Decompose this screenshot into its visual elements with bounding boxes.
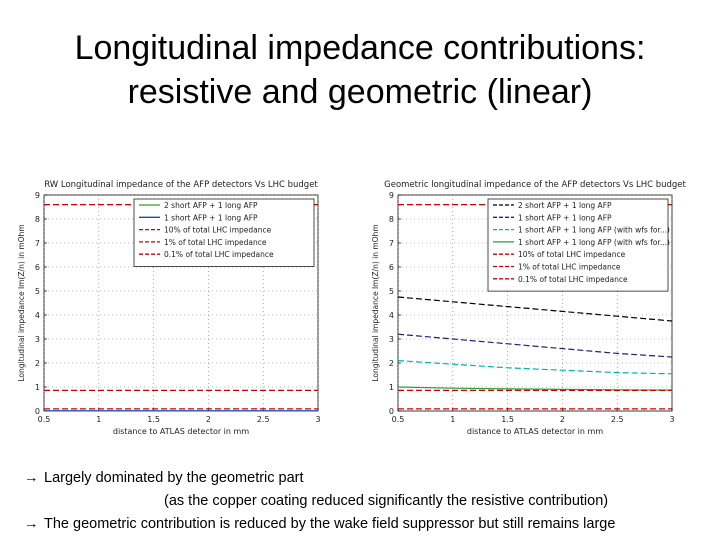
arrow-icon: → [24, 470, 39, 486]
geometric-impedance-chart [368, 178, 688, 440]
y-tick-label: 6 [34, 263, 40, 272]
x-tick-label: 3 [315, 415, 321, 424]
legend-entry: 10% of total LHC impedance [164, 225, 272, 235]
x-tick-label: 1.5 [501, 415, 514, 424]
y-tick-label: 8 [34, 215, 40, 224]
x-tick-label: 2.5 [610, 415, 624, 424]
bullet-1-detail [24, 490, 714, 513]
legend-entry: 10% of total LHC impedance [518, 250, 626, 260]
legend-entry: 0.1% of total LHC impedance [164, 250, 274, 260]
y-tick-label: 4 [34, 311, 40, 320]
y-tick-label: 3 [388, 335, 394, 344]
legend-entry: 1% of total LHC impedance [518, 262, 621, 272]
resistive-impedance-chart [14, 178, 334, 440]
y-axis-label: Longitudinal impedance Im(Z/n) in mOhm [17, 224, 26, 382]
y-tick-label: 2 [388, 359, 394, 368]
y-tick-label: 9 [388, 191, 394, 200]
legend-entry: 1 short AFP + 1 long AFP [164, 213, 258, 223]
legend-entry: 0.1% of total LHC impedance [518, 274, 628, 284]
legend-entry: 1 short AFP + 1 long AFP (with wfs for...) [518, 225, 670, 235]
y-tick-label: 4 [388, 311, 394, 320]
y-tick-label: 8 [388, 215, 394, 224]
y-tick-label: 2 [34, 359, 40, 368]
y-axis-label: Longitudinal impedance Im(Z/n) in mOhm [371, 224, 380, 382]
x-tick-label: 2.5 [256, 415, 270, 424]
chart-title: Geometric longitudinal impedance of the AFP detectors Vs LHC budget [384, 180, 686, 190]
x-axis-label: distance to ATLAS detector in mm [112, 427, 250, 436]
y-tick-label: 7 [388, 239, 394, 248]
bullet-2 [24, 513, 714, 536]
slide-title [0, 26, 720, 114]
bullet-list [24, 467, 714, 536]
bullet-1 [24, 467, 714, 490]
y-tick-label: 7 [34, 239, 40, 248]
y-tick-label: 1 [388, 383, 394, 392]
legend [488, 199, 670, 291]
legend-entry: 1 short AFP + 1 long AFP (with wfs for...) [518, 237, 670, 247]
legend-entry: 1% of total LHC impedance [164, 237, 267, 247]
bullet-1-text: Largely dominated by the geometric part [44, 470, 304, 486]
legend-entry: 2 short AFP + 1 long AFP [164, 201, 258, 210]
chart-svg [14, 178, 334, 440]
x-tick-label: 0.5 [37, 415, 51, 424]
y-tick-label: 0 [388, 407, 394, 416]
legend [134, 199, 314, 267]
arrow-icon: → [24, 516, 39, 532]
legend-entry: 1 short AFP + 1 long AFP [518, 213, 612, 223]
y-tick-label: 9 [34, 191, 40, 200]
chart-svg [368, 178, 688, 440]
y-tick-label: 3 [34, 335, 40, 344]
x-tick-label: 2 [559, 415, 565, 424]
x-tick-label: 1 [96, 415, 102, 424]
x-axis-label: distance to ATLAS detector in mm [466, 427, 604, 436]
bullet-1-detail-text: (as the copper coating reduced significantly the resistive contribution) [164, 493, 609, 509]
x-tick-label: 3 [669, 415, 675, 424]
y-tick-label: 5 [34, 287, 40, 296]
x-tick-label: 0.5 [391, 415, 405, 424]
legend-entry: 2 short AFP + 1 long AFP [518, 201, 612, 210]
slide-title-line-1: Longitudinal impedance contributions: [74, 29, 646, 67]
chart-title: RW Longitudinal impedance of the AFP detectors Vs LHC budget [44, 180, 318, 190]
y-tick-label: 6 [388, 263, 394, 272]
bullet-2-text: The geometric contribution is reduced by the wake field suppressor but still remains large [44, 516, 616, 532]
y-tick-label: 5 [388, 287, 394, 296]
y-tick-label: 1 [34, 383, 40, 392]
x-tick-label: 1.5 [147, 415, 160, 424]
y-tick-label: 0 [34, 407, 40, 416]
x-tick-label: 2 [205, 415, 211, 424]
x-tick-label: 1 [450, 415, 456, 424]
slide-title-line-2: resistive and geometric (linear) [127, 73, 593, 111]
